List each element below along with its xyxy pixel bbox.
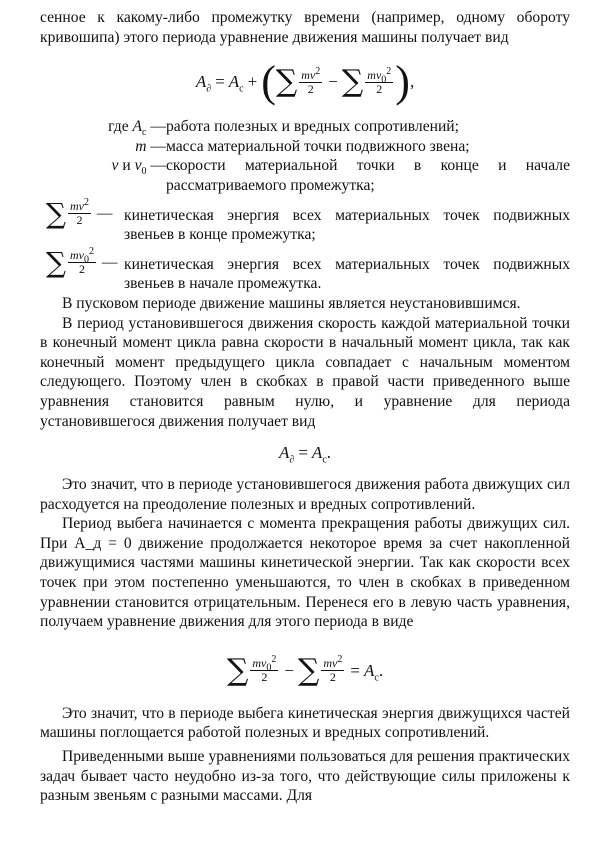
formula-motion-equation: $A_\partial$ = $A_c$ + ( ∑ $\frac{mv^2}{2}$ − ∑ $\frac{mv_0^2}{2}$ ) , xyxy=(195,57,415,107)
paragraph-1: В пусковом периоде движение машины является неустановившимся. xyxy=(62,294,521,312)
definition-desc: кинетическая энергия всех материальных точек подвижных звеньев в начале промежутка. xyxy=(124,255,570,293)
paragraph-5: Это значит, что в периоде выбега кинетическая энергия движущихся частей машины поглощается работой полезных и вредных сопротивлений. xyxy=(40,704,570,742)
formula-steady-state: $A_\partial$ = $A_c$. xyxy=(278,443,332,466)
paragraph-6: Приведенными выше уравнениями пользоваться для решения практических задач бывает часто неудобно из-за того, что действующие силы приложены к разным звеньям с разными массами. Для xyxy=(40,748,570,805)
definitions-list xyxy=(46,117,570,294)
paragraph-4: Период выбега начинается с момента прекращения работы движущих сил. При A_д = 0 движение продолжается некоторое время за счет накопленной движущимися частями машины кинетической энергии. Так как скорости всех точек при этом постепенно уменьшаются, то член в скобках в приведенном уравнении становится отрицательным. Перенеся его в левую часть уравнения, получаем уравнение движения для этого периода в виде xyxy=(40,515,570,631)
paragraph-3: Это значит, что в периоде установившегося движения работа движущих сил расходуется на преодоление полезных и вредных сопротивлений. xyxy=(40,476,570,513)
definition-desc: кинетическая энергия всех материальных точек подвижных звеньев в конце промежутка; xyxy=(124,206,570,244)
definition-desc: скорости материальной точки в конце и начале рассматриваемого промежутка; xyxy=(166,157,570,194)
formula-rundown: ∑ $\frac{mv_0^2}{2}$ − ∑ $\frac{mv^2}{2}$ = $A_c$. xyxy=(226,652,384,688)
definition-desc: работа полезных и вредных сопротивлений; xyxy=(166,118,459,136)
definition-v: v и $v_0$ — скорости материальной точки в конце и начале рассматриваемого промежутка; xyxy=(111,157,570,194)
definition-sum-end: ∑ $\frac{mv^2}{2}$ — кинетическая энергия всех материальных точек подвижных звеньев в конце промежутка; xyxy=(46,196,570,244)
paragraph-0: сенное к какому-либо промежутку времени (например, одному обороту кривошипа) этого периода уравнение движения машины получает вид xyxy=(40,9,570,46)
definition-desc: масса материальной точки подвижного звена; xyxy=(166,137,470,155)
paragraph-2: В период установившегося движения скорость каждой материальной точки в конечный момент цикла равна скорости в начальный момент цикла, так как конечный момент предыдущего цикла совпадает с начальным моментом следующего. Поэтому член в скобках в правой части приведенного выше уравнения становится равным нулю, и уравнение для периода установившегося движения получает вид xyxy=(40,314,570,430)
definition-m: m — масса материальной точки подвижного звена; xyxy=(46,137,570,157)
definition-Ac: где $A_c$ — работа полезных и вредных сопротивлений; xyxy=(46,117,570,137)
definition-sum-start: ∑ $\frac{mv_0^2}{2}$ — кинетическая энергия всех материальных точек подвижных звеньев в начале промежутка. xyxy=(46,245,570,293)
